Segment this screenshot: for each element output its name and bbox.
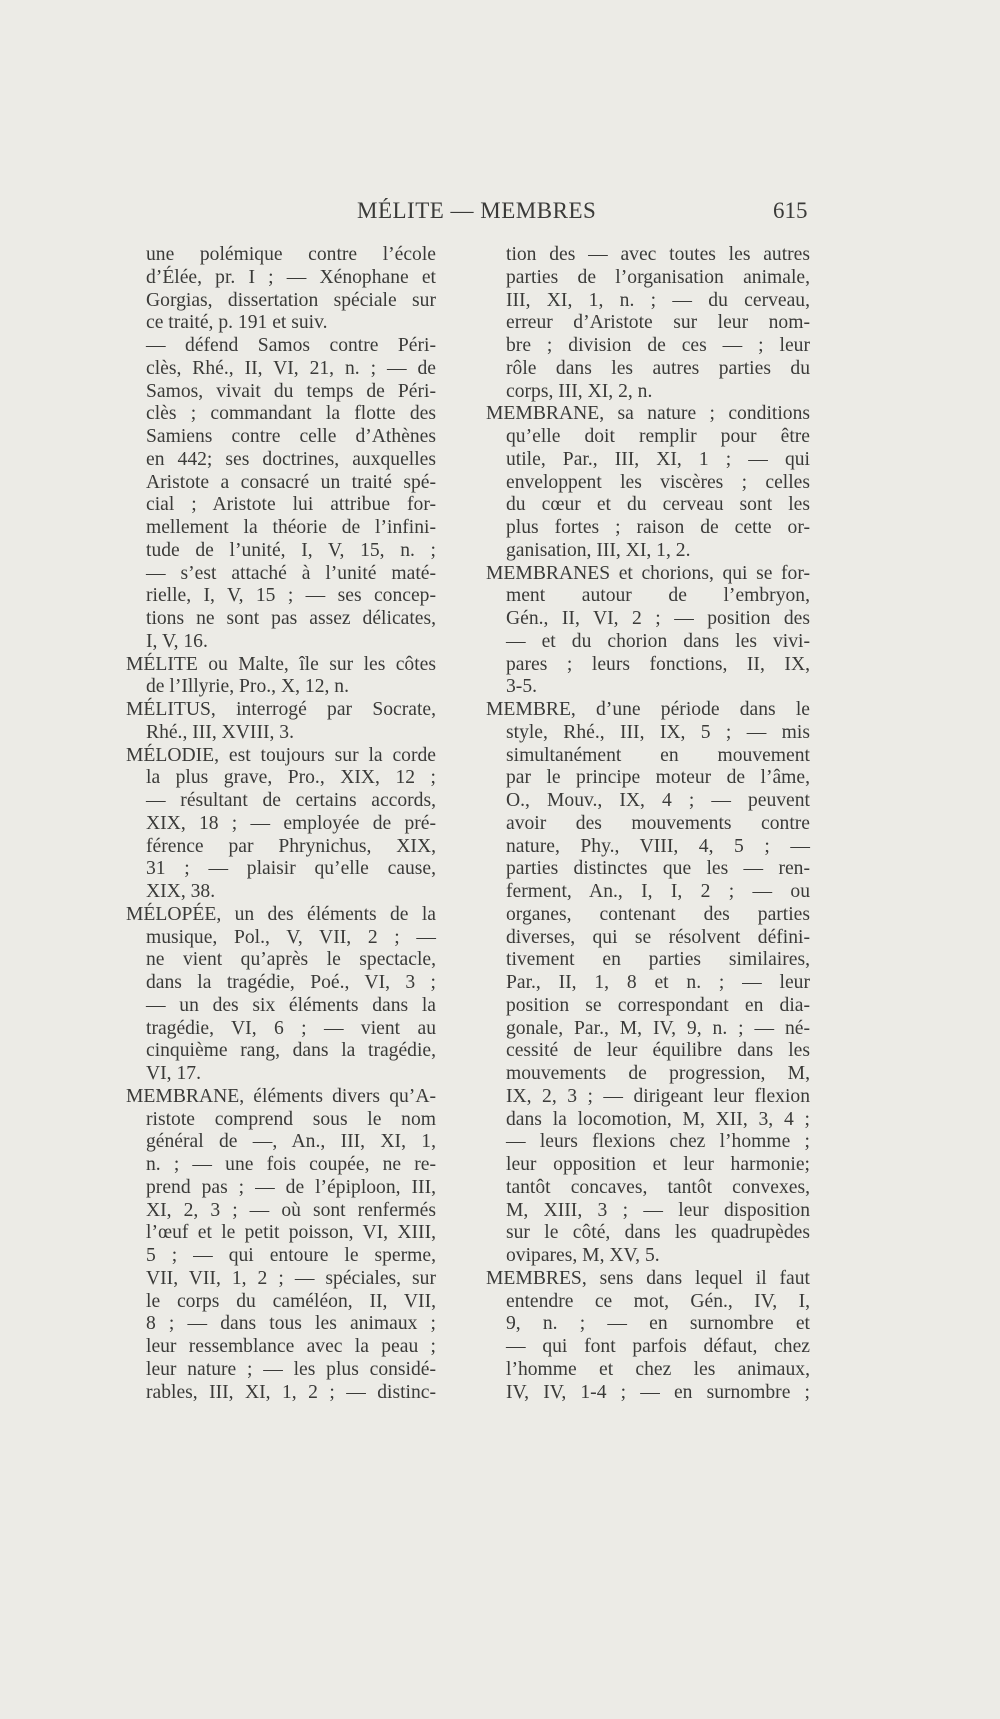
text-line: cessité de leur équilibre dans les <box>506 1040 810 1062</box>
text-line: rôle dans les autres parties du <box>506 357 810 379</box>
text-line: bre ; division de ces — ; leur <box>506 335 810 356</box>
text-line: position se correspondant en dia- <box>506 994 810 1016</box>
text-line: dans la tragédie, Poé., VI, 3 ; <box>146 972 436 993</box>
text-line: ferment, An., I, I, 2 ; — ou <box>506 881 810 902</box>
text-line: ovipares, M, XV, 5. <box>506 1245 660 1266</box>
text-line: clès, Rhé., II, VI, 21, n. ; — de <box>146 357 436 379</box>
text-line: 5 ; — qui entoure le sperme, <box>146 1245 436 1266</box>
text-line: ne vient qu’après le spectacle, <box>146 949 436 971</box>
text-line: tion des — avec toutes les autres <box>506 244 810 265</box>
text-line: nature, Phy., VIII, 4, 5 ; — <box>506 835 810 857</box>
left-column <box>126 244 436 1404</box>
text-line: ganisation, III, XI, 1, 2. <box>506 539 691 561</box>
text-line: MÉLODIE, est toujours sur la corde <box>126 744 436 766</box>
text-line: dans la locomotion, M, XII, 3, 4 ; <box>506 1108 810 1130</box>
text-line: MEMBRES, sens dans lequel il faut <box>486 1267 810 1289</box>
text-line: la plus grave, Pro., XIX, 12 ; <box>146 767 436 789</box>
text-line: gonale, Par., M, IV, 9, n. ; — né- <box>506 1017 810 1039</box>
text-line: leur ressemblance avec la peau ; <box>146 1336 436 1357</box>
text-line: Samos, vivait du temps de Péri- <box>146 380 436 402</box>
text-line: qu’elle doit remplir pour être <box>506 426 810 447</box>
text-line: l’œuf et le petit poisson, VI, XIII, <box>146 1222 436 1244</box>
text-line: III, XI, 1, n. ; — du cerveau, <box>506 289 810 311</box>
text-line: n. ; — une fois coupée, ne re- <box>146 1154 436 1175</box>
text-line: ce traité, p. 191 et suiv. <box>146 312 328 334</box>
text-line: musique, Pol., V, VII, 2 ; — <box>146 926 436 948</box>
text-line: du cœur et du cerveau sont les <box>506 494 810 516</box>
text-line: 3-5. <box>506 676 538 698</box>
text-line: clès ; commandant la flotte des <box>146 403 436 425</box>
text-line: enveloppent les viscères ; celles <box>506 471 810 493</box>
text-line: utile, Par., III, XI, 1 ; — qui <box>506 448 810 470</box>
text-line: I, V, 16. <box>146 630 208 652</box>
text-line: tions ne sont pas assez délicates, <box>146 608 436 629</box>
text-line: MEMBRE, d’une période dans le <box>486 699 810 720</box>
text-line: Aristote a consacré un traité spé- <box>146 471 436 493</box>
text-line: style, Rhé., III, IX, 5 ; — mis <box>506 721 810 743</box>
text-line: O., Mouv., IX, 4 ; — peuvent <box>506 790 810 811</box>
text-line: leur nature ; — les plus considé- <box>146 1358 436 1380</box>
text-line: mouvements de progression, M, <box>506 1063 810 1084</box>
text-line: cial ; Aristote lui attribue for- <box>146 494 436 516</box>
text-line: XIX, 18 ; — employée de pré- <box>146 812 436 834</box>
text-line: l’homme et chez les animaux, <box>506 1358 810 1380</box>
running-head <box>0 198 1000 230</box>
text-line: — qui font parfois défaut, chez <box>506 1336 810 1357</box>
text-line: prend pas ; — de l’épiploon, III, <box>146 1176 436 1198</box>
text-line: sur le côté, dans les quadrupèdes <box>506 1222 810 1244</box>
text-line: rielle, I, V, 15 ; — ses concep- <box>146 585 436 607</box>
text-line: leur opposition et leur harmonie; <box>506 1154 810 1175</box>
text-line: de l’Illyrie, Pro., X, 12, n. <box>146 676 349 698</box>
text-line: Gorgias, dissertation spéciale sur <box>146 289 436 311</box>
text-line: MEMBRANE, éléments divers qu’A- <box>126 1085 436 1107</box>
text-line: tragédie, VI, 6 ; — vient au <box>146 1017 436 1039</box>
text-line: IV, IV, 1-4 ; — en surnombre ; <box>506 1381 810 1403</box>
text-line: VII, VII, 1, 2 ; — spéciales, sur <box>146 1267 436 1289</box>
text-line: rables, III, XI, 1, 2 ; — distinc- <box>146 1381 436 1403</box>
text-line: parties de l’organisation animale, <box>506 266 810 288</box>
text-line: tude de l’unité, I, V, 15, n. ; <box>146 539 436 561</box>
text-line: corps, III, XI, 2, n. <box>506 380 653 402</box>
page-number: 615 <box>773 198 808 223</box>
text-line: ment autour de l’embryon, <box>506 585 810 607</box>
text-line: Par., II, 1, 8 et n. ; — leur <box>506 972 810 993</box>
text-line: Gén., II, VI, 2 ; — position des <box>506 608 810 629</box>
text-line: Rhé., III, XVIII, 3. <box>146 721 294 743</box>
text-line: — un des six éléments dans la <box>146 994 436 1016</box>
text-line: 8 ; — dans tous les animaux ; <box>146 1313 436 1335</box>
text-line: — leurs flexions chez l’homme ; <box>506 1131 810 1153</box>
text-line: M, XIII, 3 ; — leur disposition <box>506 1199 810 1221</box>
text-line: simultanément en mouvement <box>506 744 810 766</box>
text-line: mellement la théorie de l’infini- <box>146 517 436 538</box>
text-line: VI, 17. <box>146 1063 201 1084</box>
text-line: parties distinctes que les — ren- <box>506 858 810 880</box>
text-line: XIX, 38. <box>146 881 216 902</box>
text-line: une polémique contre l’école <box>146 244 436 265</box>
text-line: — défend Samos contre Péri- <box>146 335 436 356</box>
text-line: MÉLOPÉE, un des éléments de la <box>126 903 436 925</box>
text-line: général de —, An., III, XI, 1, <box>146 1131 436 1153</box>
text-line: erreur d’Aristote sur leur nom- <box>506 312 810 334</box>
text-line: Samiens contre celle d’Athènes <box>146 426 436 447</box>
text-line: le corps du caméléon, II, VII, <box>146 1290 436 1312</box>
text-line: MÉLITE ou Malte, île sur les côtes <box>126 653 436 675</box>
text-line: diverses, qui se résolvent défini- <box>506 926 810 948</box>
text-line: ristote comprend sous le nom <box>146 1108 436 1130</box>
text-line: cinquième rang, dans la tragédie, <box>146 1040 436 1062</box>
text-line: férence par Phrynichus, XIX, <box>146 835 436 857</box>
text-line: MÉLITUS, interrogé par Socrate, <box>126 699 436 720</box>
text-line: — résultant de certains accords, <box>146 790 436 811</box>
text-line: — s’est attaché à l’unité maté- <box>146 562 436 584</box>
text-line: d’Élée, pr. I ; — Xénophane et <box>146 266 436 288</box>
text-line: IX, 2, 3 ; — dirigeant leur flexion <box>506 1085 810 1107</box>
text-line: organes, contenant des parties <box>506 903 810 925</box>
page-title: MÉLITE — MEMBRES <box>357 198 597 223</box>
text-line: — et du chorion dans les vivi- <box>506 630 810 652</box>
text-line: MEMBRANE, sa nature ; conditions <box>486 403 810 425</box>
text-line: en 442; ses doctrines, auxquelles <box>146 448 436 470</box>
right-column <box>486 244 810 1404</box>
text-line: par le principe moteur de l’âme, <box>506 767 810 789</box>
text-line: plus fortes ; raison de cette or- <box>506 517 810 538</box>
text-line: tantôt concaves, tantôt convexes, <box>506 1176 810 1198</box>
text-line: 9, n. ; — en surnombre et <box>506 1313 810 1335</box>
text-line: pares ; leurs fonctions, II, IX, <box>506 653 810 675</box>
text-line: MEMBRANES et chorions, qui se for- <box>486 562 810 584</box>
text-line: avoir des mouvements contre <box>506 812 810 834</box>
text-line: 31 ; — plaisir qu’elle cause, <box>146 858 436 880</box>
text-line: XI, 2, 3 ; — où sont renfermés <box>146 1199 436 1221</box>
text-line: entendre ce mot, Gén., IV, I, <box>506 1290 810 1312</box>
text-line: tivement en parties similaires, <box>506 949 810 971</box>
